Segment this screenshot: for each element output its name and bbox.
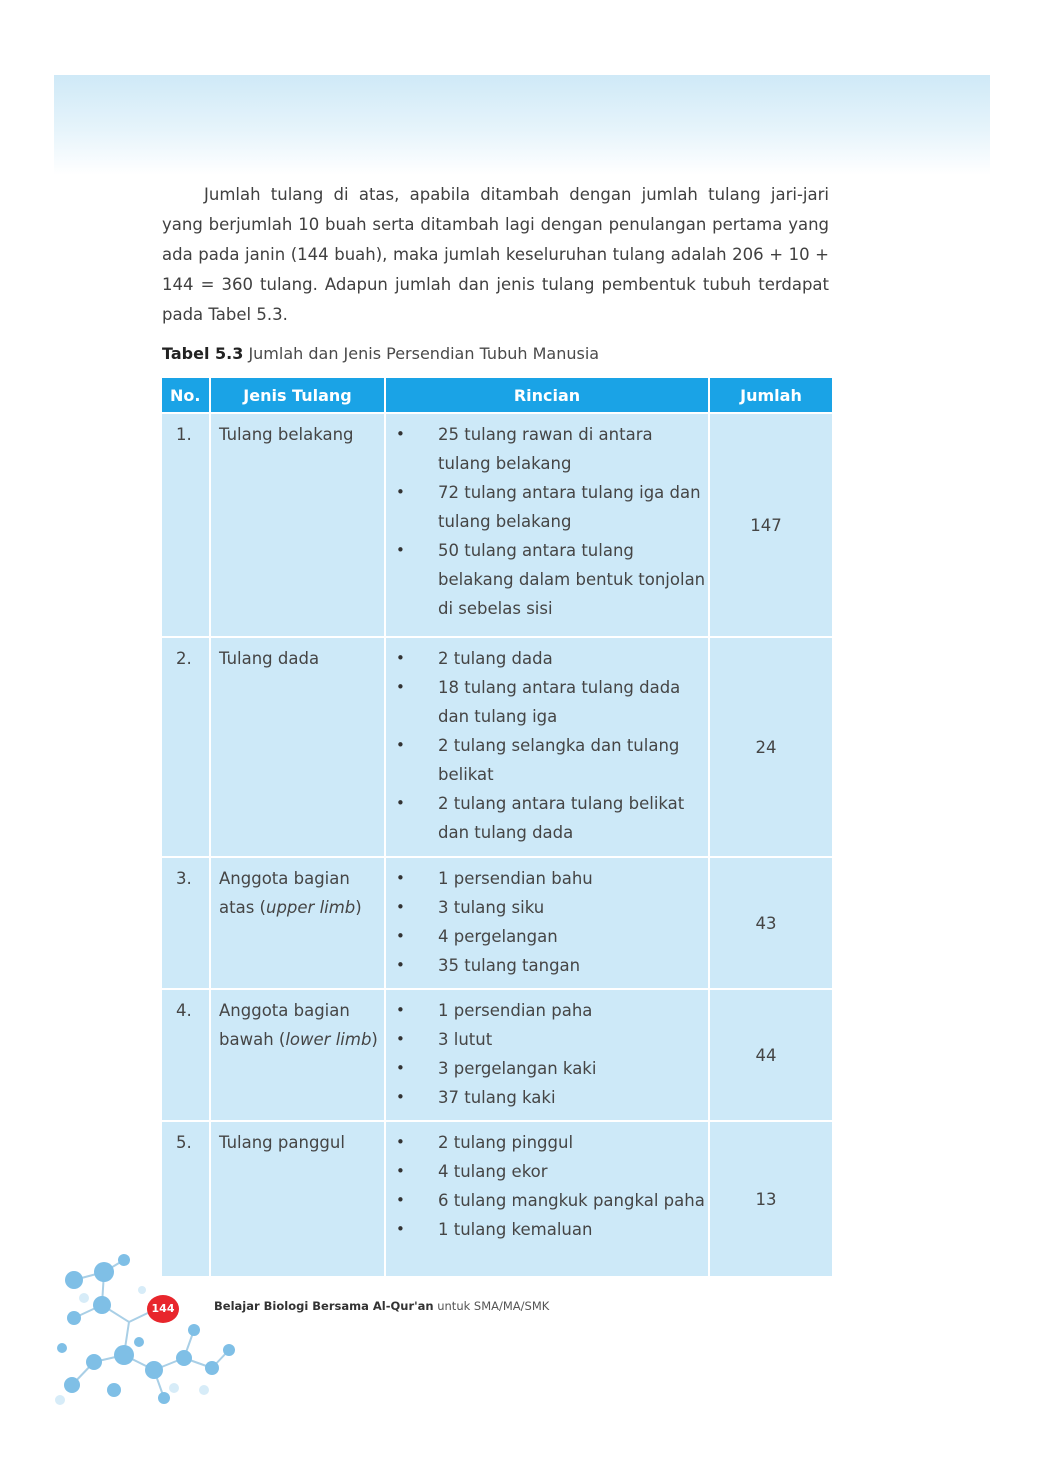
row-jumlah: 24 — [710, 638, 832, 856]
table-row — [162, 858, 832, 988]
rincian-item: • 2 tulang dada — [386, 644, 708, 673]
row-jenis: Tulang belakang — [211, 414, 384, 636]
row-no: 4. — [162, 990, 209, 1120]
row-jenis-text: Anggota bagian bawah ( — [219, 1001, 350, 1049]
row-rincian — [386, 990, 708, 1120]
rincian-item: • 4 tulang ekor — [386, 1157, 708, 1186]
rincian-item: • 6 tulang mangkuk pangkal paha — [386, 1186, 708, 1215]
row-jumlah: 44 — [710, 990, 832, 1120]
table-header-row — [162, 378, 832, 412]
rincian-item: • 1 persendian paha — [386, 996, 708, 1025]
header-band — [54, 75, 990, 175]
rincian-item: • 1 tulang kemaluan — [386, 1215, 708, 1244]
rincian-item: • 37 tulang kaki — [386, 1083, 708, 1112]
molecule-decoration-icon — [54, 1250, 244, 1410]
table-caption-text: Jumlah dan Jenis Persendian Tubuh Manusia — [243, 344, 600, 363]
rincian-item: • 2 tulang selangka dan tulang belikat — [386, 731, 708, 789]
rincian-item: • 25 tulang rawan di antara tulang belakang — [386, 420, 708, 478]
header-rincian: Rincian — [386, 378, 708, 412]
rincian-item: • 4 pergelangan — [386, 922, 708, 951]
row-no: 2. — [162, 638, 209, 856]
row-jenis — [211, 990, 384, 1120]
rincian-item: • 18 tulang antara tulang dada dan tulang iga — [386, 673, 708, 731]
table-row — [162, 638, 832, 856]
rincian-item: • 3 pergelangan kaki — [386, 1054, 708, 1083]
rincian-item: • 2 tulang pinggul — [386, 1128, 708, 1157]
row-rincian — [386, 858, 708, 988]
row-jenis-text: Anggota bagian atas ( — [219, 869, 350, 917]
footer-book-title — [214, 1299, 549, 1313]
row-rincian — [386, 638, 708, 856]
rincian-item: • 35 tulang tangan — [386, 951, 708, 980]
footer-title-main: Belajar Biologi Bersama Al-Qur'an — [214, 1299, 434, 1313]
rincian-item: • 2 tulang antara tulang belikat dan tulang dada — [386, 789, 708, 847]
table-row — [162, 990, 832, 1120]
row-jenis — [211, 858, 384, 988]
row-jenis: Tulang panggul — [211, 1122, 384, 1276]
page-number-badge: 144 — [147, 1295, 179, 1323]
row-rincian — [386, 414, 708, 636]
footer-title-sub: untuk SMA/MA/SMK — [433, 1299, 550, 1313]
table-row — [162, 414, 832, 636]
row-jenis-tail: ) — [355, 898, 362, 917]
table-caption-label: Tabel 5.3 — [162, 344, 244, 363]
rincian-item: • 72 tulang antara tulang iga dan tulang belakang — [386, 478, 708, 536]
row-no: 3. — [162, 858, 209, 988]
rincian-item: • 50 tulang antara tulang belakang dalam bentuk tonjolan di sebelas sisi — [386, 536, 708, 623]
row-jenis: Tulang dada — [211, 638, 384, 856]
table-row — [162, 1122, 832, 1276]
row-jenis-italic: upper limb — [265, 898, 356, 917]
body-paragraph: Jumlah tulang di atas, apabila ditambah dengan jumlah tulang jari-jari yang berjumlah 10 buah serta ditambah lagi dengan penulangan pertama yang ada pada janin (144 buah), maka jumlah keseluruhan tulang adalah 206 + 10 + 144 = 360 tulang. Adapun jumlah dan jenis tulang pembentuk tubuh terdapat pada Tabel 5.3. — [162, 185, 829, 324]
rincian-item: • 1 persendian bahu — [386, 864, 708, 893]
header-jumlah: Jumlah — [710, 378, 832, 412]
row-jumlah: 147 — [710, 414, 832, 636]
row-no: 1. — [162, 414, 209, 636]
row-jenis-italic: lower limb — [285, 1030, 372, 1049]
table-caption — [162, 341, 829, 367]
row-jumlah: 43 — [710, 858, 832, 988]
header-jenis: Jenis Tulang — [211, 378, 384, 412]
row-no: 5. — [162, 1122, 209, 1276]
row-jumlah: 13 — [710, 1122, 832, 1276]
rincian-item: • 3 tulang siku — [386, 893, 708, 922]
bones-table — [160, 376, 834, 1278]
row-rincian — [386, 1122, 708, 1276]
row-jenis-tail: ) — [371, 1030, 378, 1049]
header-no: No. — [162, 378, 209, 412]
rincian-item: • 3 lutut — [386, 1025, 708, 1054]
